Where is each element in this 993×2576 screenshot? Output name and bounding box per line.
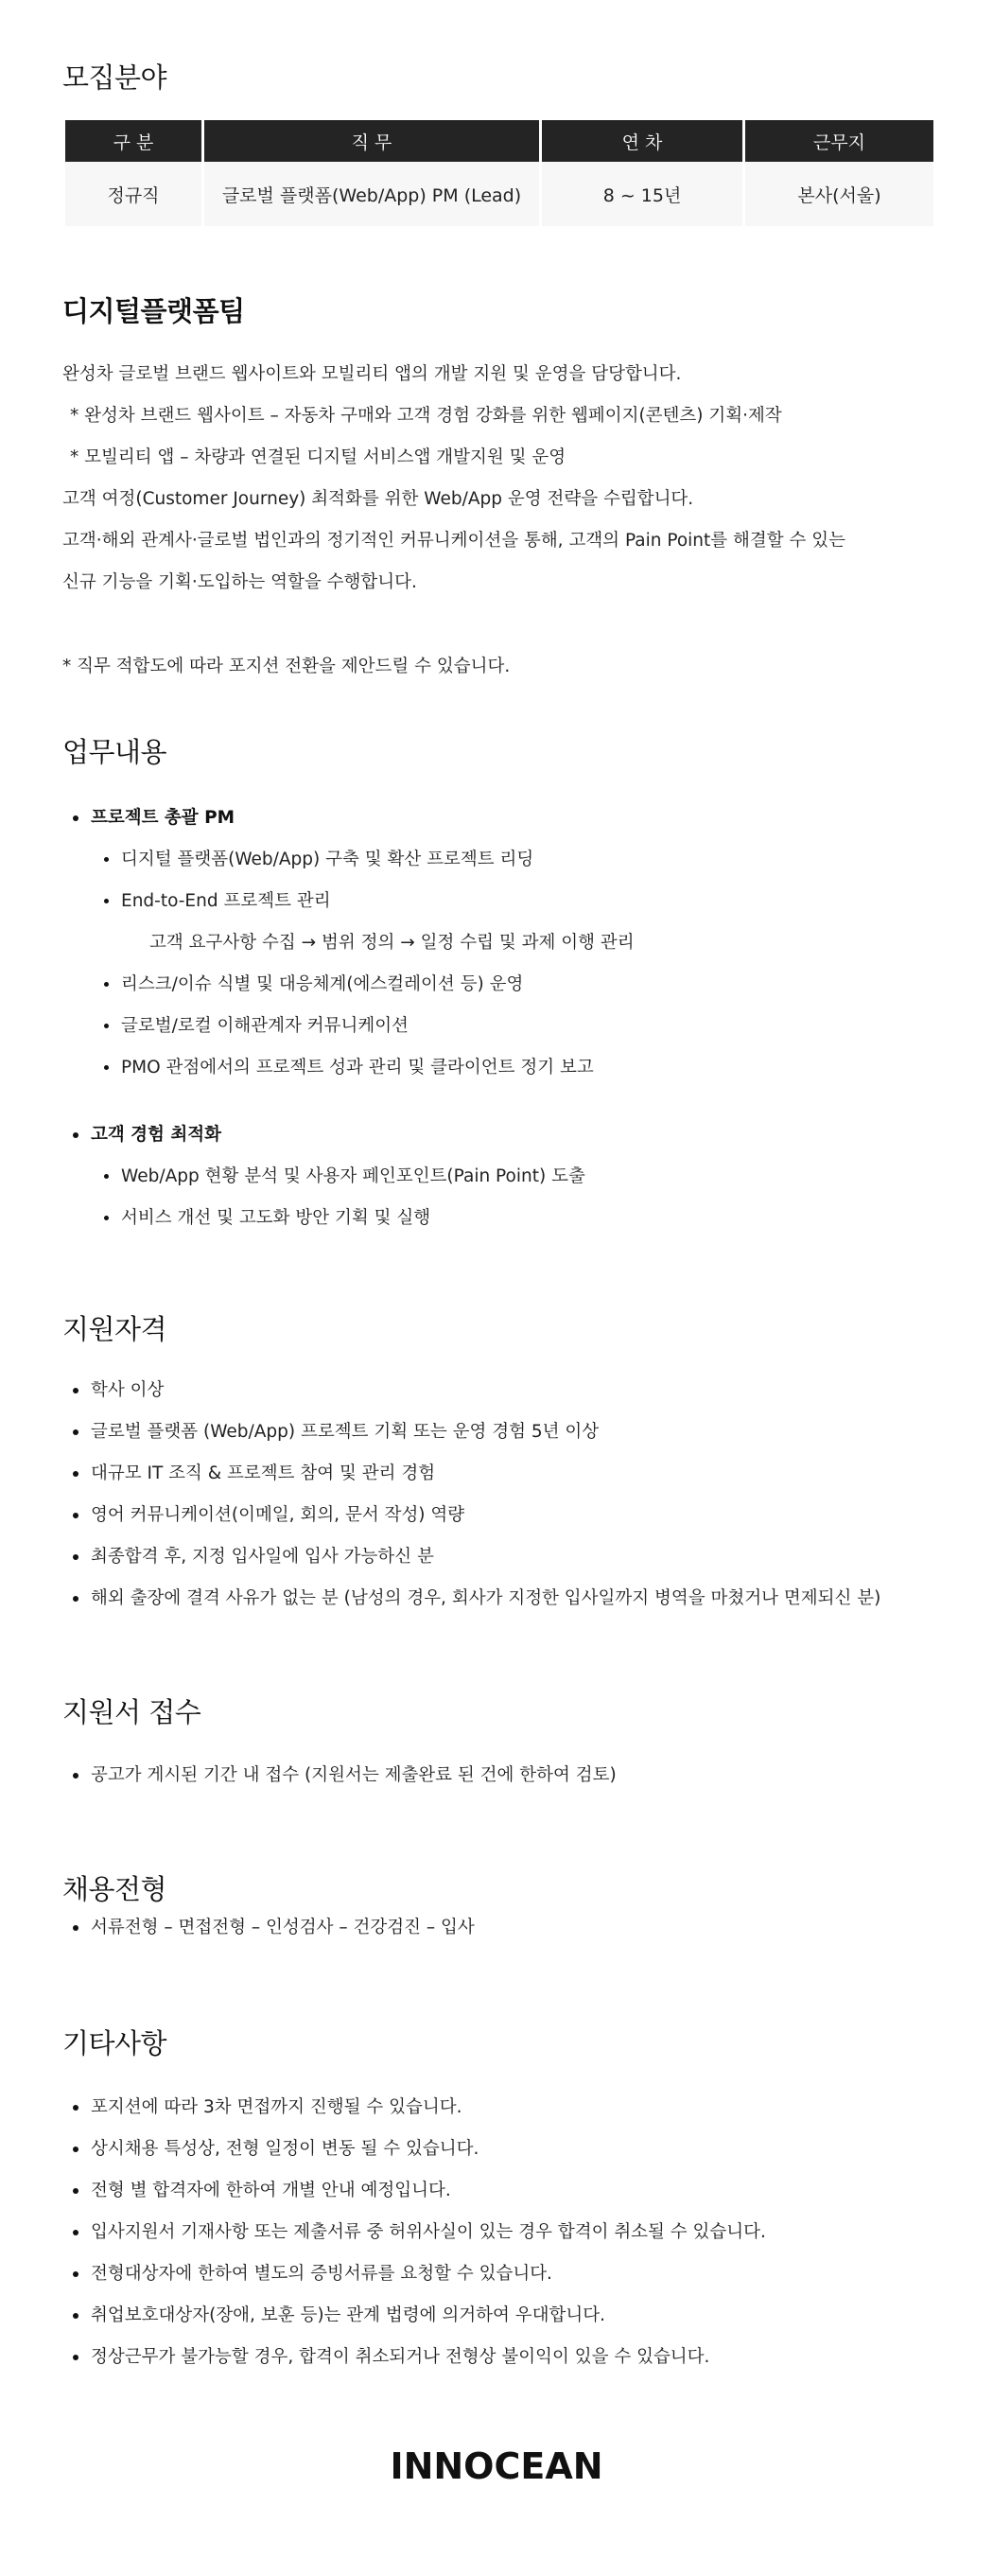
list-item: 학사 이상: [62, 1370, 880, 1411]
list-item: PMO 관점에서의 프로젝트 성과 관리 및 클라이언트 정기 보고: [91, 1047, 635, 1089]
duties-list: [62, 797, 635, 1089]
duty-group-head: 고객 경험 최적화: [91, 1125, 221, 1145]
list-item: [62, 797, 635, 1089]
innocean-logo: INNOCEAN: [390, 2445, 603, 2487]
application-list: [62, 1755, 617, 1796]
list-item: 영어 커뮤니케이션(이메일, 회의, 문서 작성) 역량: [62, 1495, 880, 1536]
process-section-title: 채용전형: [62, 1873, 167, 1905]
list-item: 글로벌 플랫폼 (Web/App) 프로젝트 기획 또는 운영 경험 5년 이상: [62, 1411, 880, 1453]
duty-sub-list: [91, 839, 635, 1089]
duty-group-head: 프로젝트 총괄 PM: [91, 808, 235, 828]
team-line: * 완성차 브랜드 웹사이트 – 자동차 구매와 고객 경험 강화를 위한 웹페이지(콘텐츠) 기획·제작: [70, 406, 782, 426]
list-item: End-to-End 프로젝트 관리: [91, 881, 635, 922]
process-list: [62, 1907, 475, 1949]
list-item: 포지션에 따라 3차 면접까지 진행될 수 있습니다.: [62, 2087, 766, 2129]
table-header-years: 연 차: [542, 120, 742, 162]
list-item: 디지털 플랫폼(Web/App) 구축 및 확산 프로젝트 리딩: [91, 839, 635, 881]
team-line: 고객 여정(Customer Journey) 최적화를 위한 Web/App 운영 전략을 수립합니다.: [62, 489, 694, 509]
table-header-location: 근무지: [745, 120, 933, 162]
list-item: 해외 출장에 결격 사유가 없는 분 (남성의 경우, 회사가 지정한 입사일까지 병역을 마쳤거나 면제되신 분): [62, 1578, 880, 1620]
list-item: 공고가 게시된 기간 내 접수 (지원서는 제출완료 된 건에 한하여 검토): [62, 1755, 617, 1796]
list-item: 전형대상자에 한하여 별도의 증빙서류를 요청할 수 있습니다.: [62, 2253, 766, 2295]
list-item: 최종합격 후, 지정 입사일에 입사 가능하신 분: [62, 1536, 880, 1578]
list-item: 서비스 개선 및 고도화 방안 기획 및 실행: [91, 1198, 585, 1239]
list-item: 대규모 IT 조직 & 프로젝트 참여 및 관리 경험: [62, 1453, 880, 1495]
team-note: [62, 646, 510, 688]
team-line: 완성차 글로벌 브랜드 웹사이트와 모빌리티 앱의 개발 지원 및 운영을 담당합니다.: [62, 364, 682, 384]
list-item: 글로벌/로컬 이해관계자 커뮤니케이션: [91, 1006, 635, 1047]
list-item: 전형 별 합격자에 한하여 개별 안내 예정입니다.: [62, 2170, 766, 2212]
table-row: [65, 162, 933, 226]
list-item: 상시채용 특성상, 전형 일정이 변동 될 수 있습니다.: [62, 2129, 766, 2170]
etc-list: [62, 2087, 766, 2378]
team-note-text: * 직무 적합도에 따라 포지션 전환을 제안드릴 수 있습니다.: [62, 657, 511, 676]
list-item: 고객 요구사항 수집 → 범위 정의 → 일정 수립 및 과제 이행 관리: [149, 933, 635, 953]
team-line: 신규 기능을 기획·도입하는 역할을 수행합니다.: [62, 572, 417, 592]
table-cell-type: 정규직: [65, 162, 201, 226]
duties-section-title: 업무내용: [62, 736, 167, 768]
list-item: 정상근무가 불가능할 경우, 합격이 취소되거나 전형상 불이익이 있을 수 있습니다.: [62, 2337, 766, 2378]
team-line: * 모빌리티 앱 – 차량과 연결된 디지털 서비스앱 개발지원 및 운영: [70, 447, 566, 467]
team-description: [62, 354, 845, 604]
table-header-row: [65, 120, 933, 162]
recruit-section-title: 모집분야: [62, 61, 167, 94]
table-cell-location: 본사(서울): [745, 162, 933, 226]
duty-sub-list: [91, 1156, 585, 1239]
qualifications-list: [62, 1370, 880, 1620]
qualifications-section-title: 지원자격: [62, 1313, 167, 1345]
table-header-type: 구 분: [65, 120, 201, 162]
team-line: 고객·해외 관계사·글로벌 법인과의 정기적인 커뮤니케이션을 통해, 고객의 Pain Point를 해결할 수 있는: [62, 531, 846, 551]
duties-list-2: [62, 1114, 585, 1239]
team-section-title: 디지털플랫폼팀: [62, 295, 245, 327]
table-header-role: 직 무: [204, 120, 539, 162]
recruit-table: [62, 120, 936, 226]
list-item: [62, 1114, 585, 1239]
table-cell-role: 글로벌 플랫폼(Web/App) PM (Lead): [204, 162, 539, 226]
list-item: 리스크/이슈 식별 및 대응체계(에스컬레이션 등) 운영: [91, 964, 635, 1006]
list-item: 서류전형 – 면접전형 – 인성검사 – 건강검진 – 입사: [62, 1907, 475, 1949]
table-cell-years: 8 ~ 15년: [542, 162, 742, 226]
list-item: 입사지원서 기재사항 또는 제출서류 중 허위사실이 있는 경우 합격이 취소될 수 있습니다.: [62, 2212, 766, 2253]
application-section-title: 지원서 접수: [62, 1696, 201, 1728]
list-item: 취업보호대상자(장애, 보훈 등)는 관계 법령에 의거하여 우대합니다.: [62, 2295, 766, 2337]
etc-section-title: 기타사항: [62, 2027, 167, 2059]
list-item: Web/App 현황 분석 및 사용자 페인포인트(Pain Point) 도출: [91, 1156, 585, 1198]
